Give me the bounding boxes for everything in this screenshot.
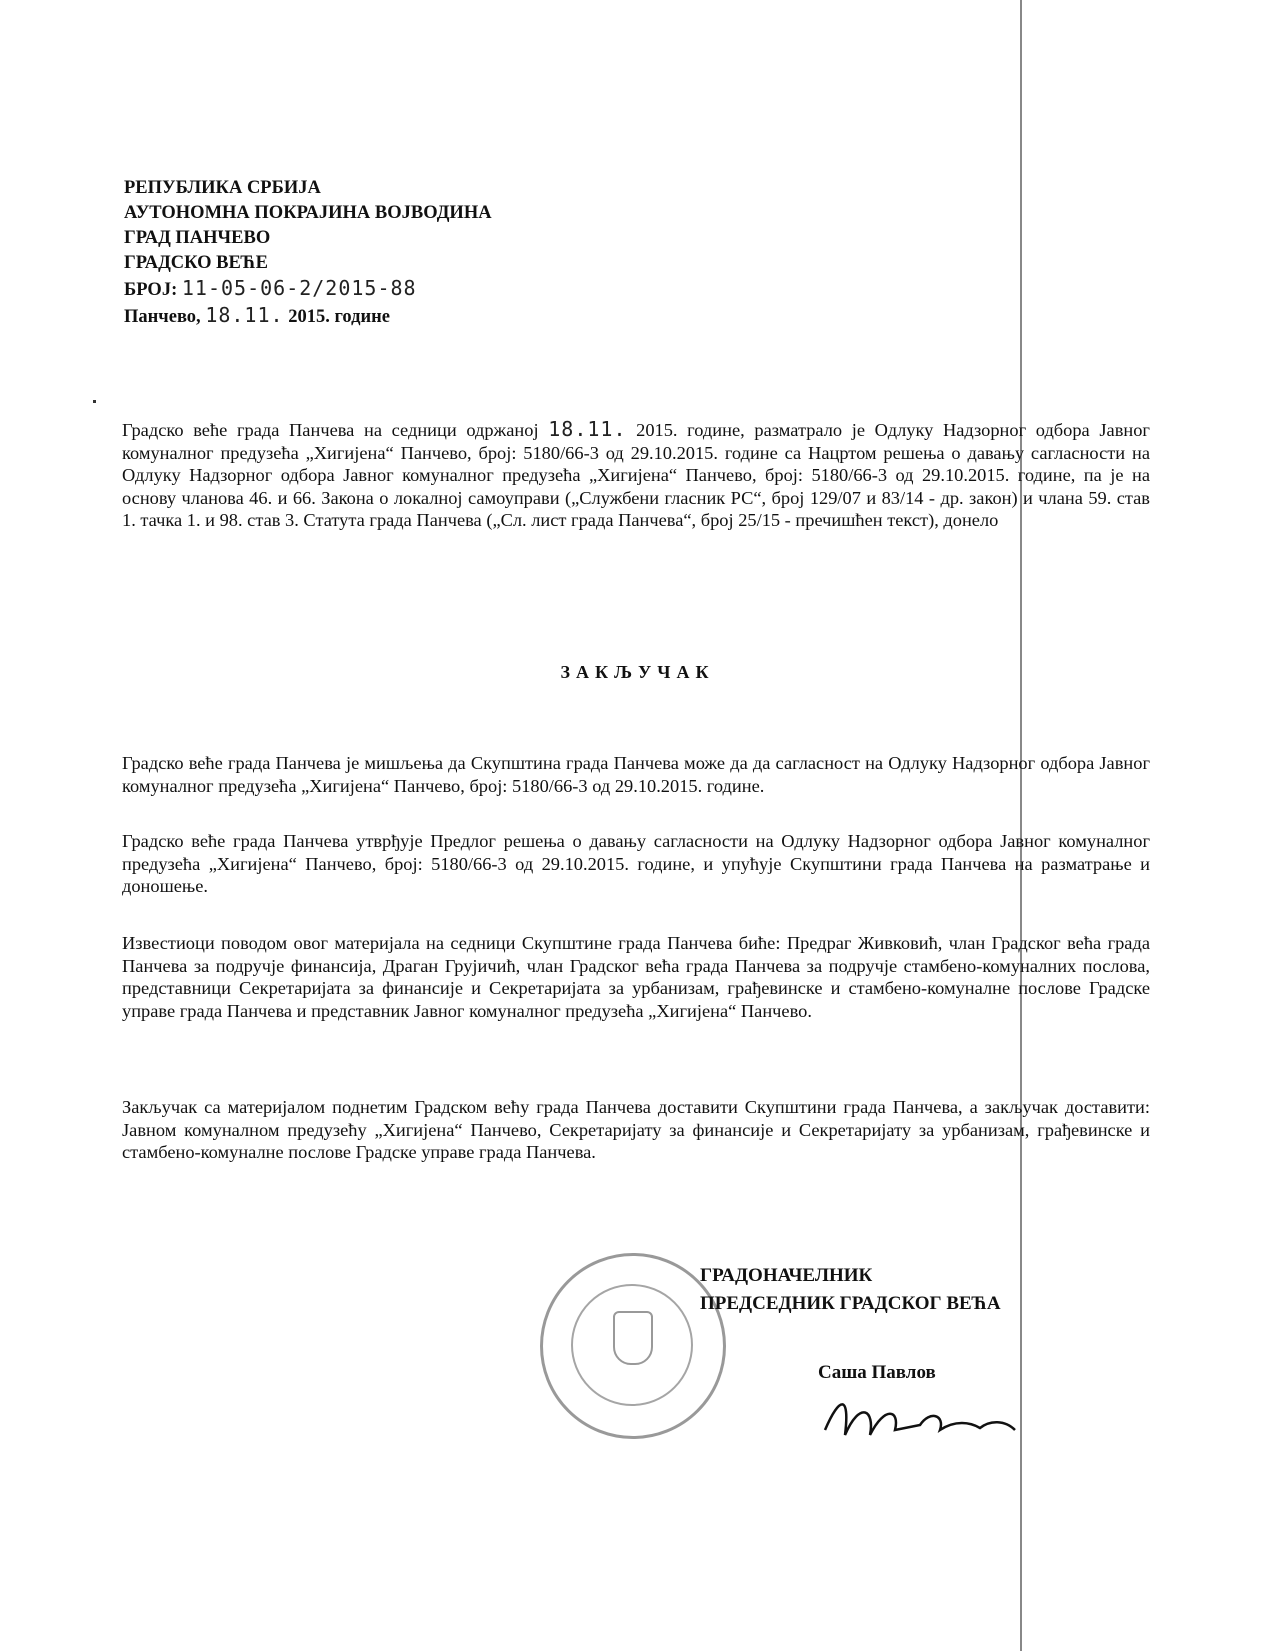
conclusion-paragraph-3: Известиоци поводом овог материјала на седници Скупштине града Панчева биће: Предраг Живковић, члан Градског већа града Панчева за подручје финансија, Драган Грујичић, члан Градског већа града Панчева за подручје стамбено-комуналних послова, представници Секретаријата за финансије и Секретаријата за урбанизам, грађевинске и стамбено-комуналне послове Градске управе града Панчева и представник Јавног комуналног предузећа „Хигијена“ Панчево. xyxy=(122,933,1150,1021)
header-city: ГРАД ПАНЧЕВО xyxy=(124,228,271,248)
conclusion-paragraph-2: Градско веће града Панчева утврђује Предлог решења о давању сагласности на Одлуку Надзорног одбора Јавног комуналног предузећа „Хигијена“ Панчево, број: 5180/66-3 од 29.10.2015. године, и упућује Скупштини града Панчева на разматрање и доношење. xyxy=(122,831,1150,896)
signatory-title-mayor: ГРАДОНАЧЕЛНИК xyxy=(700,1265,873,1286)
intro-paragraph xyxy=(122,418,1150,532)
place-label: Панчево, xyxy=(124,307,201,327)
scan-artifact-line xyxy=(1020,0,1022,1651)
date-handwritten: 18.11. xyxy=(205,303,284,327)
scan-speck xyxy=(93,400,96,403)
date-suffix: 2015. године xyxy=(288,307,390,327)
intro-date-handwritten: 18.11. xyxy=(548,417,627,441)
intro-text-rest: 2015. године, разматрало је Одлуку Надзорног одбора Јавног комуналног предузећа „Хигијена“ Панчево, број: 5180/66-3 од 29.10.2015. године са Нацртом решења о давању сагласности на Одлуку Надзорног одбора Јавног комуналног предузећа „Хигијена“ Панчево, број: 5180/66-3 од 29.10.2015. године, па је на основу чланова 46. и 66. Закона о локалној самоуправи („Службени гласник РС“, број 129/07 и 83/14 - др. закон) и члана 59. став 1. тачка 1. и 98. став 3. Статута града Панчева („Сл. лист града Панчева“, број 25/15 - пречишћен текст), донело xyxy=(122,420,1150,530)
official-seal xyxy=(540,1253,726,1439)
signatory-name: Саша Павлов xyxy=(818,1362,936,1383)
number-handwritten: 11-05-06-2/2015-88 xyxy=(181,276,417,300)
header-province: АУТОНОМНА ПОКРАЈИНА ВОЈВОДИНА xyxy=(124,203,492,223)
header-number xyxy=(124,276,492,303)
handwritten-signature xyxy=(820,1390,1020,1450)
signatory-title-president: ПРЕДСЕДНИК ГРАДСКОГ ВЕЋА xyxy=(700,1293,1001,1314)
header-republic: РЕПУБЛИКА СРБИЈА xyxy=(124,178,321,198)
conclusion-paragraph-1: Градско веће града Панчева је мишљења да Скупштина града Панчева може да да сагласност на Одлуку Надзорног одбора Јавног комуналног предузећа „Хигијена“ Панчево, број: 5180/66-3 од 29.10.2015. године. xyxy=(122,753,1150,796)
header-date xyxy=(124,303,492,330)
document-title: ЗАКЉУЧАК xyxy=(560,662,715,682)
intro-text-start: Градско веће града Панчева на седници одржаној xyxy=(122,420,539,440)
signature-block xyxy=(700,1262,1001,1318)
coat-of-arms-icon xyxy=(613,1311,653,1365)
header-council: ГРАДСКО ВЕЋЕ xyxy=(124,253,268,273)
number-label: БРОЈ: xyxy=(124,280,178,300)
conclusion-paragraph-4: Закључак са материјалом поднетим Градском већу града Панчева доставити Скупштини града Панчева, а закључак доставити: Јавном комуналном предузећу „Хигијена“ Панчево, Секретаријату за финансије и Секретаријату за урбанизам, грађевинске и стамбено-комуналне послове Градске управе града Панчева. xyxy=(122,1097,1150,1162)
document-header xyxy=(124,176,492,330)
